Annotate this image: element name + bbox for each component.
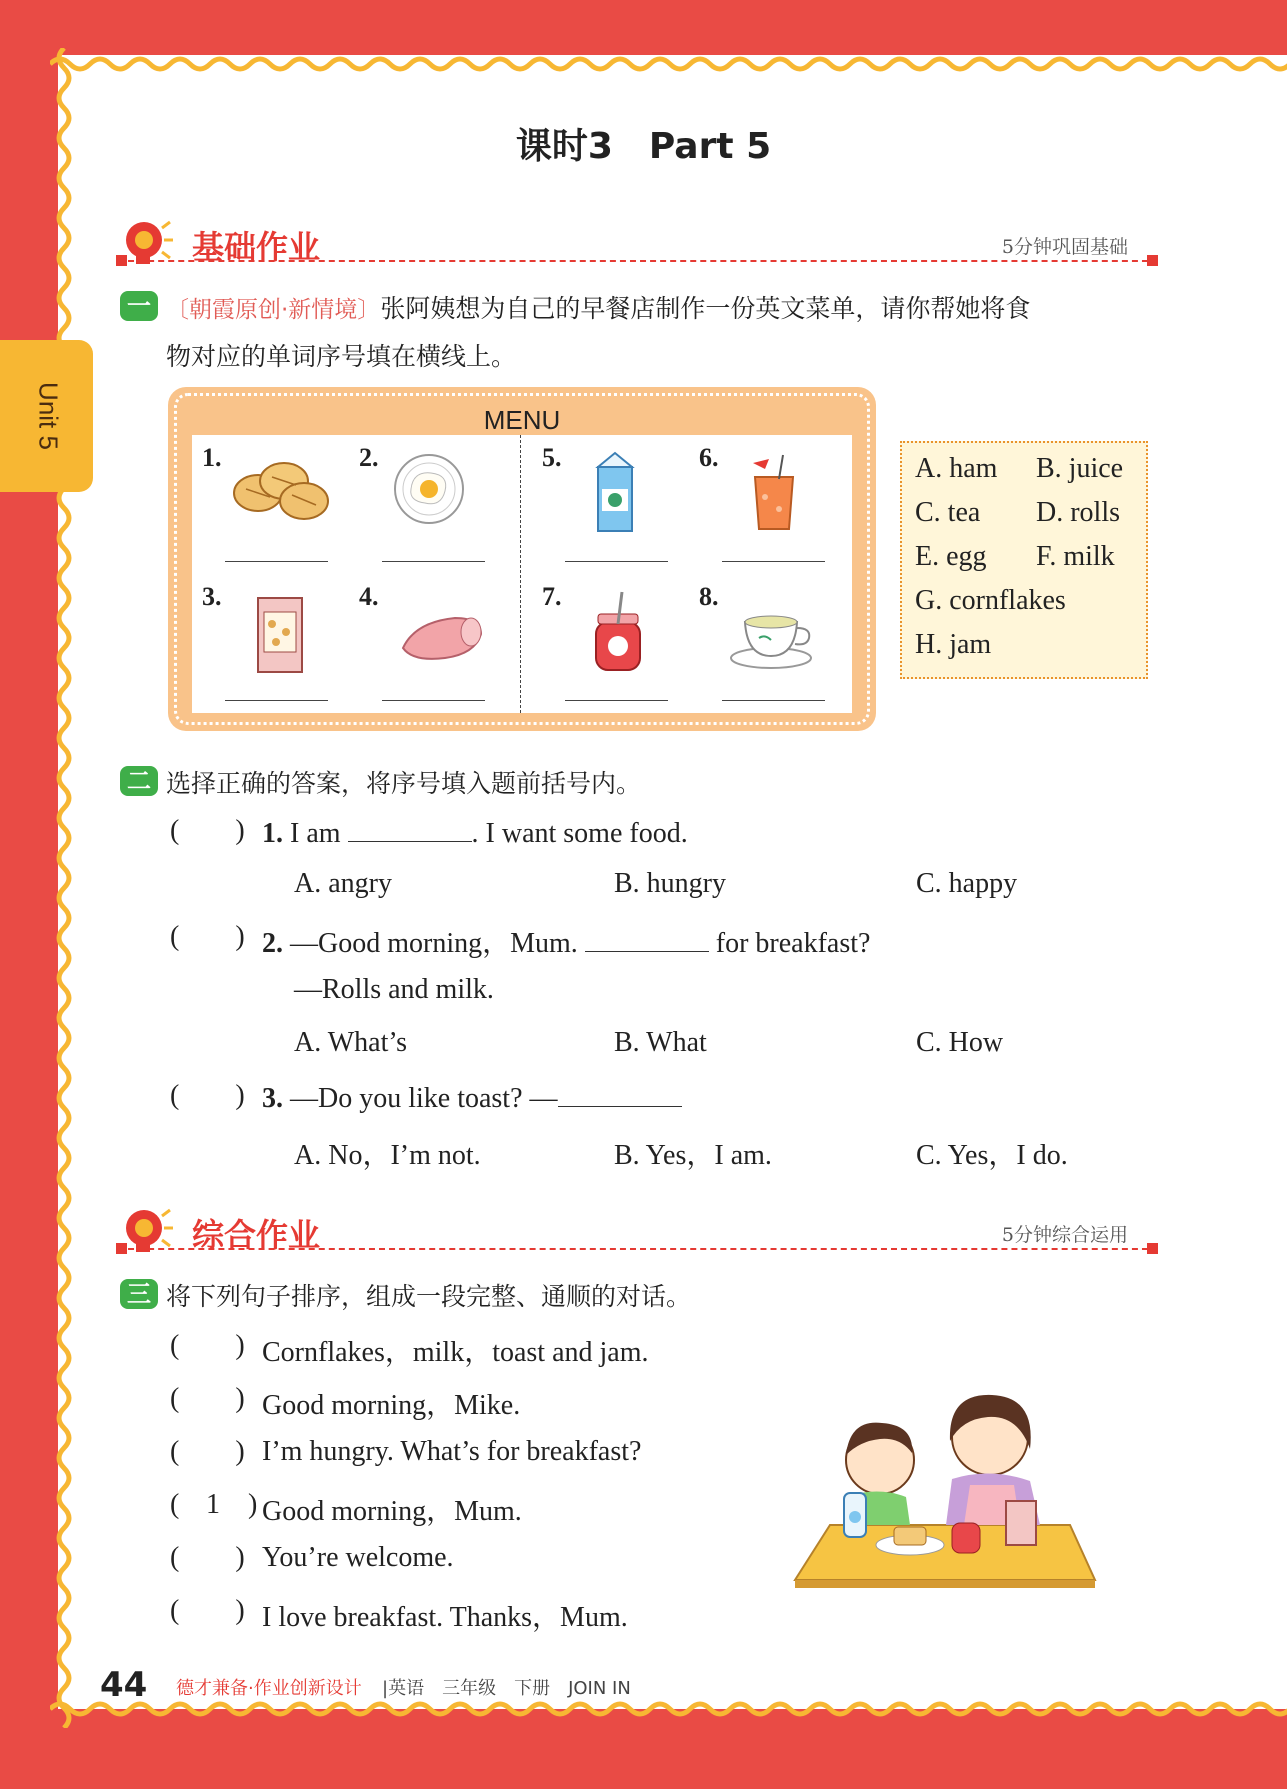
section-name: 基础作业 xyxy=(192,228,321,266)
q-text: I am xyxy=(283,818,348,849)
choice-option: B. hungry xyxy=(614,868,726,899)
menu-board xyxy=(168,387,876,731)
badge-label: 三 xyxy=(127,1280,151,1308)
answer-line[interactable] xyxy=(382,700,485,701)
unit-tab-label: Unit 5 xyxy=(33,382,64,450)
dialogue-line: I love breakfast. Thanks，Mum. xyxy=(262,1602,628,1633)
item-number: 1. xyxy=(202,443,222,472)
question-2-2 xyxy=(262,921,870,961)
menu-item xyxy=(532,435,672,574)
question-3-instruction: 将下列句子排序，组成一段完整、通顺的对话。 xyxy=(166,1282,692,1311)
menu-item xyxy=(349,435,489,574)
question-2-3 xyxy=(262,1080,682,1115)
choice-option: A. angry xyxy=(294,868,392,899)
wavy-border-left xyxy=(48,48,78,1728)
menu-card xyxy=(192,435,852,713)
section-hint: 5分钟巩固基础 xyxy=(1001,236,1128,258)
question-1-instruction xyxy=(166,289,1030,325)
choice-option: C. happy xyxy=(916,868,1018,899)
choice-option: B. What xyxy=(614,1027,707,1058)
answer-line[interactable] xyxy=(722,561,825,562)
dialogue-line: You’re welcome. xyxy=(262,1542,454,1573)
question-2-1 xyxy=(262,815,688,850)
answer-paren[interactable]: ( ) xyxy=(170,1595,245,1626)
bread-rolls-icon xyxy=(228,449,332,529)
item-number: 4. xyxy=(359,582,379,611)
q-text-line2: —Rolls and milk. xyxy=(294,974,494,1005)
milk-carton-icon xyxy=(568,449,658,535)
filled-answer: 1 xyxy=(206,1489,220,1520)
fill-blank[interactable] xyxy=(348,815,472,842)
answer-paren-close: ) xyxy=(248,1489,258,1520)
question-badge-1 xyxy=(120,291,158,321)
cornflakes-box-icon xyxy=(228,588,318,678)
option-item: B. juice xyxy=(1036,453,1124,484)
menu-item xyxy=(532,574,672,713)
question-1-instruction-line2: 物对应的单词序号填在横线上。 xyxy=(166,342,517,371)
option-item: F. milk xyxy=(1036,541,1115,572)
q-text: —Good morning，Mum. xyxy=(283,928,585,959)
question-2-instruction: 选择正确的答案，将序号填入题前括号内。 xyxy=(166,769,642,798)
ham-icon xyxy=(385,588,489,678)
choice-option: B. Yes，I am. xyxy=(614,1140,772,1171)
choice-option: A. What’s xyxy=(294,1027,408,1058)
instruction-text: 张阿姨想为自己的早餐店制作一份英文菜单，请你帮她将食 xyxy=(380,294,1031,323)
divider-end xyxy=(1147,1243,1158,1254)
answer-line[interactable] xyxy=(565,561,668,562)
question-badge-2 xyxy=(120,766,158,796)
footer-subject: |英语 三年级 下册 JOIN IN xyxy=(382,1678,631,1699)
answer-line[interactable] xyxy=(722,700,825,701)
menu-item xyxy=(192,574,332,713)
section-divider xyxy=(118,260,1158,262)
section-divider xyxy=(118,1248,1158,1250)
juice-glass-icon xyxy=(725,449,815,535)
option-item: H. jam xyxy=(915,629,992,660)
option-item: C. tea xyxy=(915,497,981,528)
answer-paren[interactable]: ( ) xyxy=(170,1080,245,1111)
answer-paren[interactable]: ( ) xyxy=(170,1330,245,1361)
options-box xyxy=(900,441,1148,679)
tea-cup-icon xyxy=(725,588,825,678)
q-text: . I want some food. xyxy=(471,818,688,849)
option-item: E. egg xyxy=(915,541,987,572)
unit-tab xyxy=(0,340,93,492)
fill-blank[interactable] xyxy=(558,1080,682,1107)
item-number: 8. xyxy=(699,582,719,611)
question-badge-3 xyxy=(120,1279,158,1309)
badge-label: 二 xyxy=(127,767,151,795)
q-text: —Do you like toast? — xyxy=(283,1083,558,1114)
fried-egg-icon xyxy=(385,449,475,529)
wavy-border-top xyxy=(50,48,1287,78)
answer-paren[interactable]: ( ) xyxy=(170,1542,245,1573)
page-number: 44 xyxy=(100,1665,148,1705)
section-header-basic xyxy=(118,212,1158,272)
item-number: 6. xyxy=(699,443,719,472)
item-number: 5. xyxy=(542,443,562,472)
choice-option: C. How xyxy=(916,1027,1004,1058)
menu-item xyxy=(689,574,829,713)
page-title: 课时3 Part 5 xyxy=(515,126,772,167)
option-item: D. rolls xyxy=(1036,497,1120,528)
q-num: 2. xyxy=(262,928,283,959)
divider-end xyxy=(116,1243,127,1254)
breakfast-illustration xyxy=(790,1375,1100,1595)
jam-jar-icon xyxy=(568,588,658,678)
item-number: 3. xyxy=(202,582,222,611)
answer-paren[interactable]: ( ) xyxy=(170,815,245,846)
menu-divider xyxy=(520,435,521,713)
fill-blank[interactable] xyxy=(585,925,709,952)
menu-item xyxy=(192,435,332,574)
option-item: A. ham xyxy=(915,453,998,484)
q-text: for breakfast? xyxy=(708,928,871,959)
choice-option: C. Yes，I do. xyxy=(916,1140,1068,1171)
divider-end xyxy=(116,255,127,266)
answer-line[interactable] xyxy=(565,700,668,701)
source-tag: 〔朝霞原创·新情境〕 xyxy=(166,297,381,323)
option-item: G. cornflakes xyxy=(915,585,1066,616)
divider-end xyxy=(1147,255,1158,266)
badge-label: 一 xyxy=(127,292,151,320)
answer-line[interactable] xyxy=(382,561,485,562)
section-hint: 5分钟综合运用 xyxy=(1001,1224,1128,1246)
item-number: 7. xyxy=(542,582,562,611)
dialogue-line: Good morning，Mum. xyxy=(262,1496,522,1527)
answer-paren[interactable]: ( ) xyxy=(170,921,245,952)
section-header-comprehensive xyxy=(118,1200,1158,1260)
menu-label: MENU xyxy=(483,405,561,435)
menu-item xyxy=(349,574,489,713)
footer-brand: 德才兼备·作业创新设计 xyxy=(176,1678,362,1699)
section-name: 综合作业 xyxy=(192,1216,321,1254)
answer-paren[interactable]: ( xyxy=(170,1489,180,1520)
dialogue-line: Cornflakes，milk，toast and jam. xyxy=(262,1337,649,1368)
answer-line[interactable] xyxy=(225,700,328,701)
dialogue-line: I’m hungry. What’s for breakfast? xyxy=(262,1436,642,1467)
q-num: 1. xyxy=(262,818,283,849)
answer-paren[interactable]: ( ) xyxy=(170,1436,245,1467)
answer-line[interactable] xyxy=(225,561,328,562)
item-number: 2. xyxy=(359,443,379,472)
q-num: 3. xyxy=(262,1083,283,1114)
dialogue-line: Good morning，Mike. xyxy=(262,1390,521,1421)
choice-option: A. No，I’m not. xyxy=(294,1140,481,1171)
menu-item xyxy=(689,435,829,574)
answer-paren[interactable]: ( ) xyxy=(170,1383,245,1414)
